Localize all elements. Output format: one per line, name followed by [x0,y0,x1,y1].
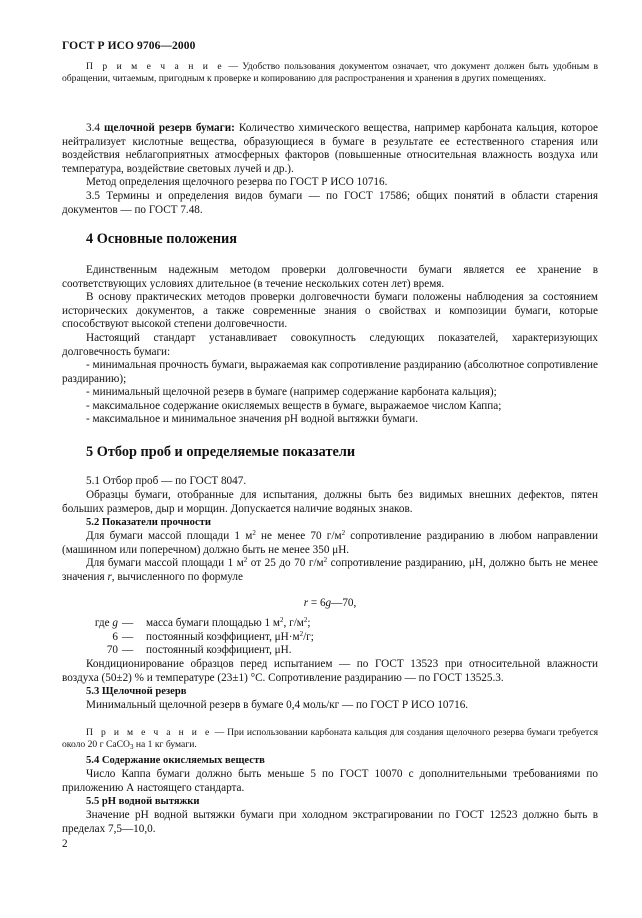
text: сопротивление раздиранию, μН, должно быть не менее значения [62,557,598,583]
paragraph-text: Настоящий стандарт устанавливает совокупность следующих показателей, характеризующих долговечность бумаги: [62,332,598,358]
definition-row [78,644,314,658]
def-prefix: где [94,617,113,629]
text: /г; [303,630,314,643]
def-text [146,617,311,631]
paragraph-text: Минимальный щелочной резерв в бумаге 0,4 моль/кг — по ГОСТ Р ИСО 10716. [86,699,469,711]
formula-lhs: r [303,597,309,609]
list-item [62,386,598,400]
list-item [62,400,598,414]
list-item-text: - максимальное и минимальное значения pH водной вытяжки бумаги. [86,413,419,425]
text: не менее 70 г/м [255,530,342,542]
definition-row [78,631,314,645]
term: щелочной резерв бумаги: [104,122,235,134]
paragraph-text: Число Каппа бумаги должно быть меньше 5 по ГОСТ 10070 с дополнительными требованиями по приложению А настоящего стандарта. [62,768,598,794]
def-symbol: 6 [112,630,118,643]
def-symbol [78,617,122,631]
clause-5-5-title: 5.5 pH водной вытяжки [86,796,200,807]
method-text: Метод определения щелочного резерва по ГОСТ Р ИСО 10716. [86,176,388,188]
note-label: П р и м е ч а н и е [86,727,212,738]
clause-3-5-text: 3.5 Термины и определения видов бумаги — по ГОСТ 17586; общих понятий в области старения документов — по ГОСТ 7.48. [62,190,598,216]
def-dash: — [122,630,134,643]
formula-var: g [325,597,332,609]
note-usability [62,61,598,85]
note-text: — Удобство пользования документом означает, что документ должен быть удобным в обращении, читаемым, пригодным к проверке и копированию для распространения и хранения в других помещениях. [62,61,598,84]
def-dash: — [122,644,134,657]
definition-text: Количество химического вещества, например карбоната кальция, которое нейтрализует кислотные вещества, образующиеся в бумаге в результате ее естественного старения или воздействия неблагоприятных атмосферных факторов (повышенные относительная влажность воздуха или температура, воздействие световых лучей и др.). [62,122,599,175]
section-4-p1 [62,264,598,291]
clause-5-2-title: 5.2 Показатели прочности [86,517,211,528]
list-item-text: - максимальное содержание окисляемых веществ в бумаге, выражаемое числом Каппа; [86,400,502,412]
section-4-title: 4 Основные положения [86,231,238,247]
def-var: g [112,617,118,629]
text: Для бумаги массой площади 1 м [86,557,244,569]
clause-5-3-paragraph [62,699,598,713]
clause-3-5 [62,190,598,217]
note-text: — При использовании карбоната кальция для создания щелочного резерва бумаги требуется около 20 г CaCO [62,727,598,750]
clause-5-1-paragraph [62,489,598,516]
section-5-title: 5 Отбор проб и определяемые показатели [86,444,356,460]
def-text: постоянный коэффициент, μН. [146,644,292,657]
superscript: 2 [252,529,256,537]
clause-3-4 [62,122,598,176]
def-text [146,631,314,645]
clause-5-4-paragraph [62,768,598,795]
clause-3-4-method [62,176,598,190]
paragraph-text: Единственным надежным методом проверки долговечности бумаги является ее хранение в соответствующих условиях длительное (в течение нескольких сотен лет) время. [62,264,598,290]
paragraph-text: Кондиционирование образцов перед испытанием — по ГОСТ 13523 при относительной влажности воздуха (50±2) % и температуре (23±1) °С. Сопротивление раздиранию — по ГОСТ 13525.3. [62,658,598,684]
formula [62,597,598,609]
text: , г/м [283,617,304,629]
text: ; [307,617,311,629]
list-item [62,359,598,386]
superscript: 2 [303,616,308,624]
text: Для бумаги массой площади 1 м [86,530,253,542]
list-item [62,413,598,427]
variable: r [107,570,112,583]
clause-5-2-p1 [62,530,598,557]
conditioning-paragraph [62,658,598,685]
formula-eq: = 6 [308,597,326,609]
formula-rest: —70, [331,597,357,609]
paragraph-text: Образцы бумаги, отобранные для испытания, должны быть без видимых внешних дефектов, пятен больших размеров, дыр и морщин. Допускается наличие водяных знаков. [62,489,598,515]
def-symbol: 70 [106,644,118,657]
clause-5-2-p2 [62,557,598,584]
paragraph-text: В основу практических методов проверки долговечности бумаги положены наблюдения за состоянием исторических документов, а также современные знания о свойствах и композиции бумаги, которые способствуют высокой степени долговечности. [62,291,598,331]
page-number: 2 [62,838,68,850]
note-label: П р и м е ч а н и е [86,61,225,72]
note-text: на 1 кг бумаги. [133,739,197,750]
list-item-text: - минимальная прочность бумаги, выражаемая как сопротивление раздиранию (абсолютное сопротивление раздиранию); [62,359,598,385]
clause-text: 5.1 Отбор проб — по ГОСТ 8047. [86,475,247,487]
clause-5-3-title: 5.3 Щелочной резерв [86,686,187,697]
def-dash: — [122,617,134,629]
clause-5-1 [62,475,598,489]
superscript: 2 [323,556,328,564]
section-4-p3 [62,332,598,359]
clause-number: 3.4 [86,122,100,134]
text: , вычисленного по формуле [111,570,243,583]
text: сопротивление раздиранию в любом направлении (машинном или поперечном) должно быть не менее 350 μН. [62,530,598,556]
subscript: 3 [129,743,134,751]
text: масса бумаги площадью 1 м [146,617,281,629]
superscript: 2 [243,556,248,564]
formula-definitions [78,617,314,658]
clause-5-5-paragraph [62,809,598,836]
section-4-p2 [62,291,598,332]
superscript: 2 [280,616,284,624]
note-calcium-carbonate [62,727,598,751]
clause-5-4-title: 5.4 Содержание окисляемых веществ [86,755,265,766]
superscript: 2 [341,529,346,537]
list-item-text: - минимальный щелочной резерв в бумаге (например содержание карбоната кальция); [86,386,497,398]
text: от 25 до 70 г/м [247,557,324,569]
paragraph-text: Значение pH водной вытяжки бумаги при холодном экстрагировании по ГОСТ 12523 должно быть в пределах 7,5—10,0. [62,809,598,835]
definition-row [78,617,314,631]
text: постоянный коэффициент, μН·м [146,630,300,643]
document-header: ГОСТ Р ИСО 9706—2000 [62,40,196,52]
superscript: 2 [299,629,304,638]
